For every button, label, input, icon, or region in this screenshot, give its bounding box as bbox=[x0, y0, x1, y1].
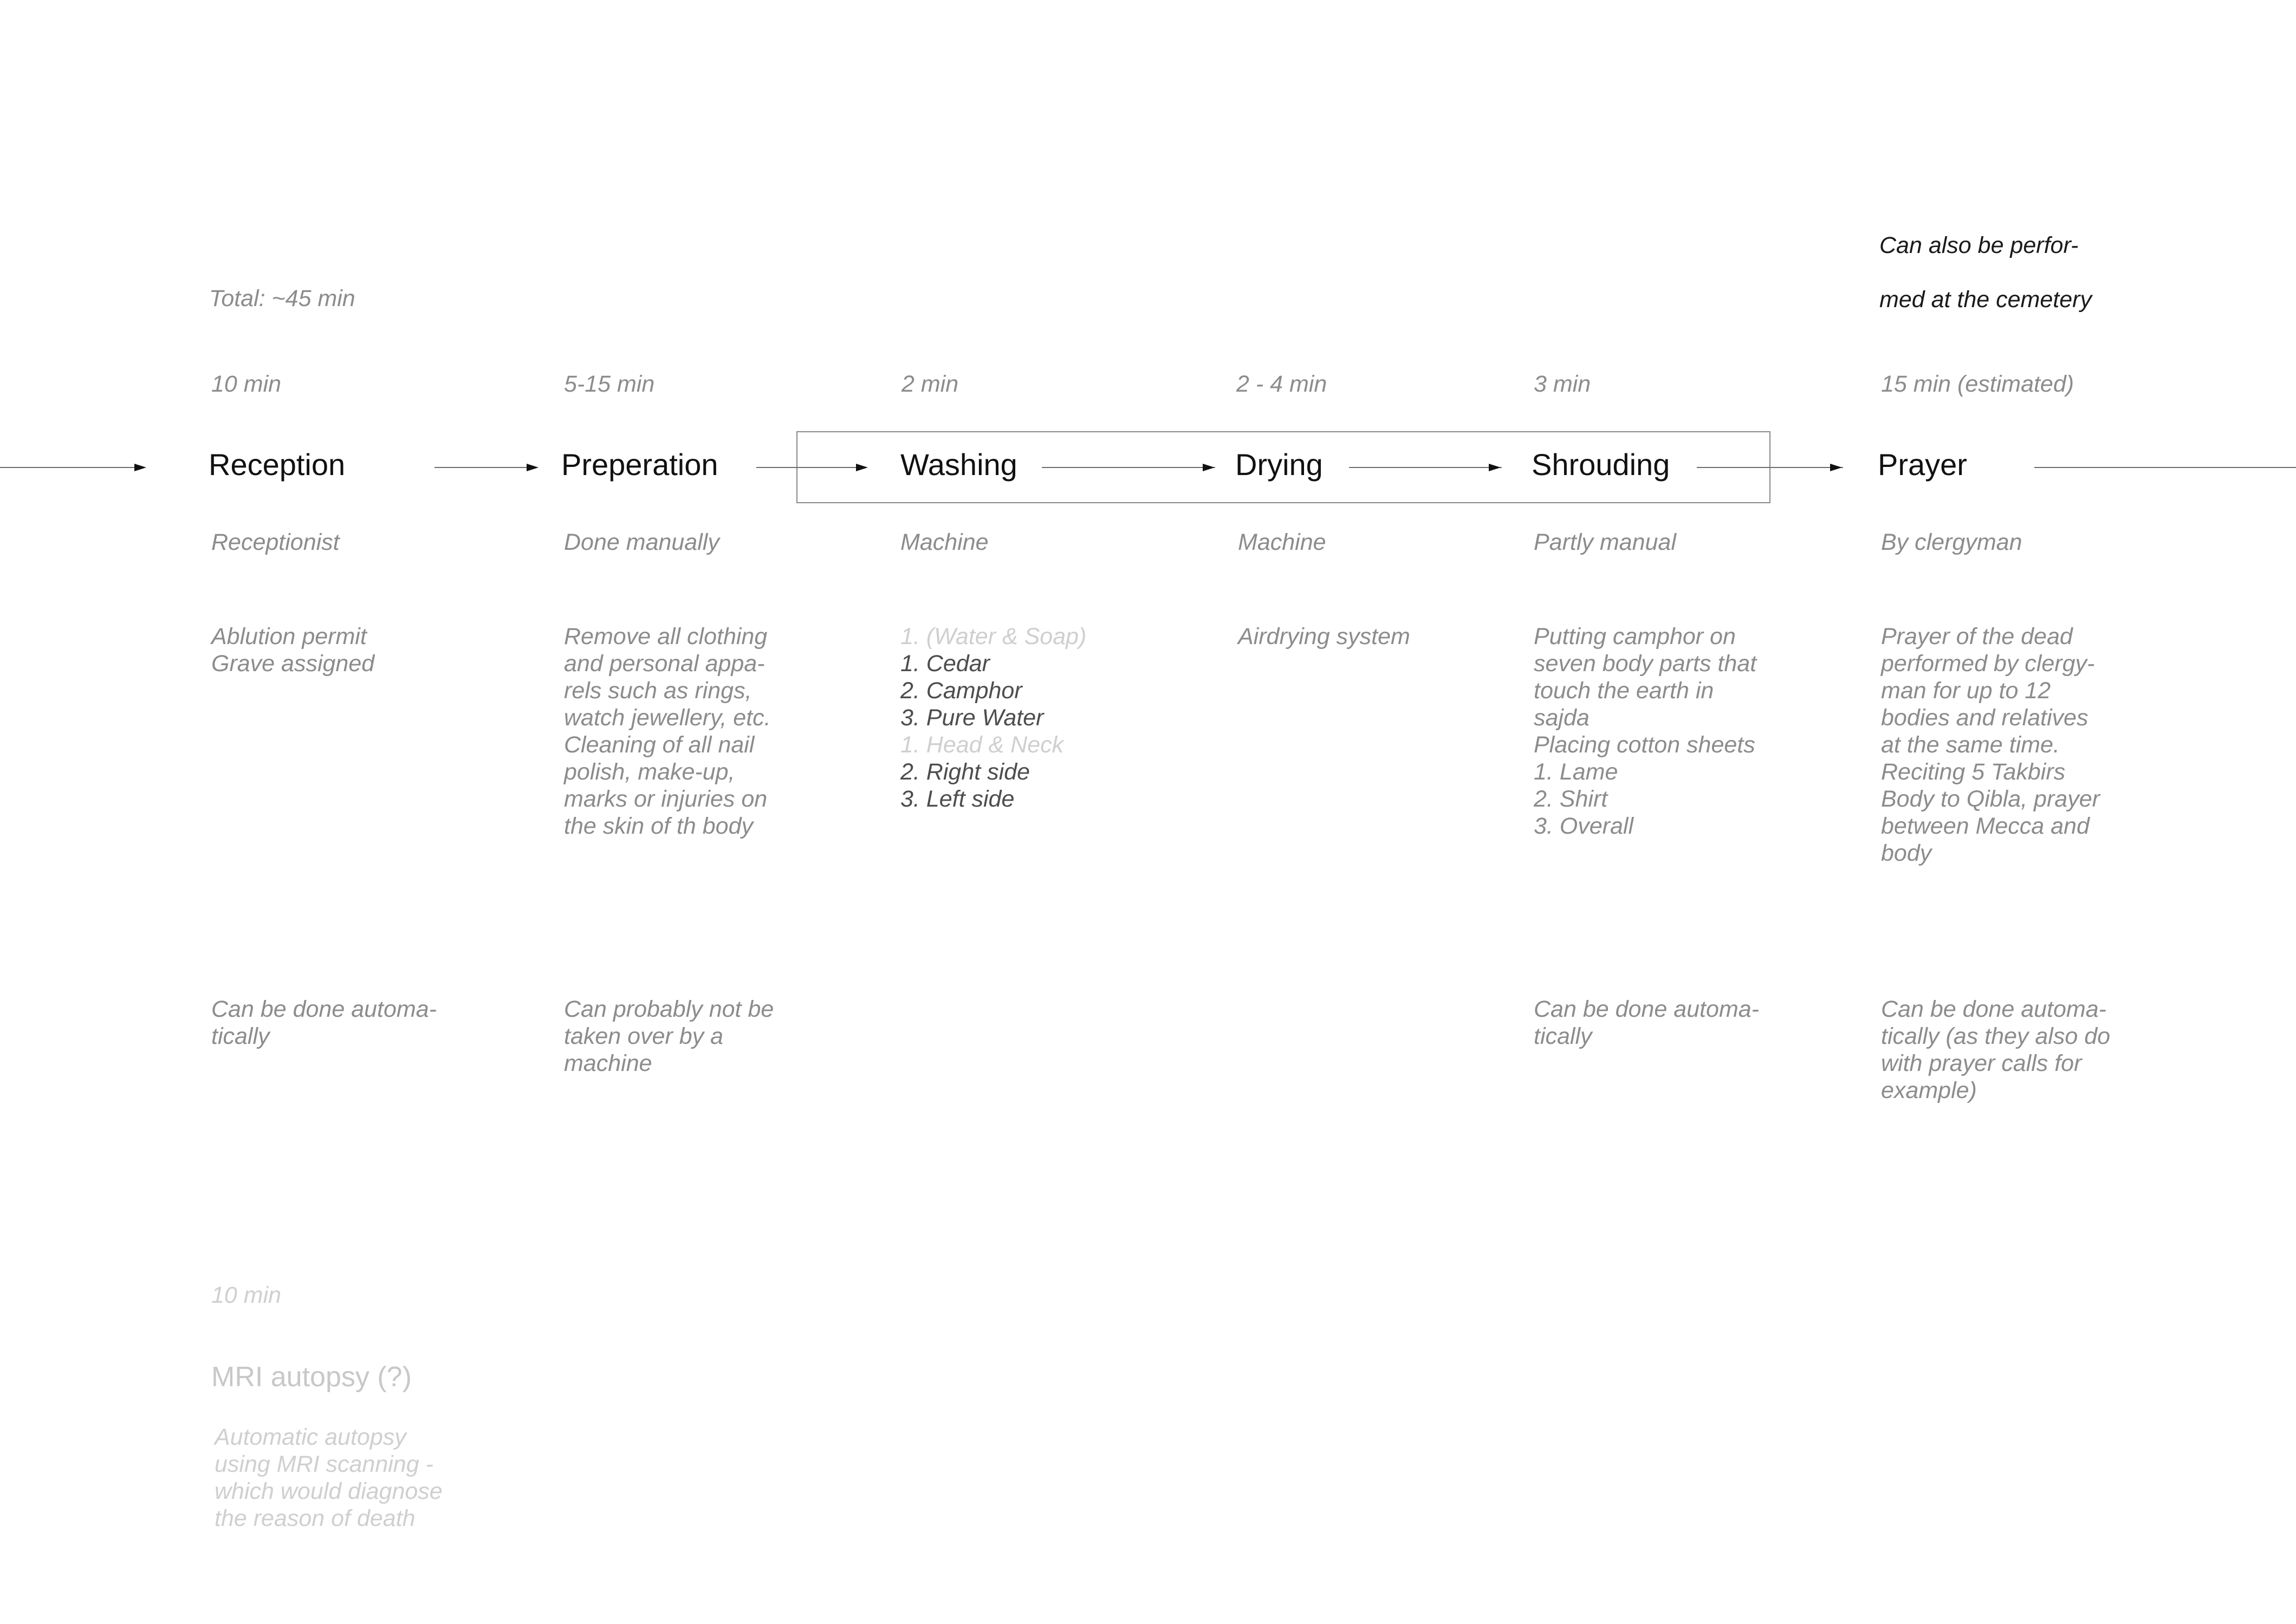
total-duration: Total: ~45 min bbox=[209, 285, 355, 311]
detail-line: touch the earth in bbox=[1534, 678, 1714, 704]
flow-arrow-1-head bbox=[527, 464, 539, 471]
prayer-location-note-line2: med at the cemetery bbox=[1879, 287, 2092, 313]
optional-step-description: Automatic autopsy using MRI scanning - which would diagnose the reason of death bbox=[215, 1424, 443, 1531]
details-drying bbox=[1238, 623, 1410, 650]
automation-shrouding: Can be done automa- tically bbox=[1534, 996, 1759, 1049]
agent-washing: Machine bbox=[900, 529, 989, 555]
detail-line: Prayer of the dead bbox=[1881, 623, 2073, 649]
detail-line: Airdrying system bbox=[1238, 623, 1410, 649]
duration-preperation: 5-15 min bbox=[564, 371, 655, 397]
agent-shrouding: Partly manual bbox=[1534, 529, 1676, 555]
flow-arrow-out-line bbox=[2034, 467, 2296, 468]
flow-arrow-5-head bbox=[1830, 464, 1842, 471]
flow-arrow-5-line bbox=[1697, 467, 1843, 468]
flow-arrow-2-head bbox=[856, 464, 868, 471]
detail-line: at the same time. bbox=[1881, 732, 2060, 758]
details-prayer bbox=[1881, 623, 2100, 867]
detail-line: 1. Head & Neck bbox=[900, 732, 1064, 758]
detail-line: 3. Overall bbox=[1534, 813, 1634, 839]
prayer-location-note bbox=[1879, 205, 2092, 313]
detail-line: watch jewellery, etc. bbox=[564, 705, 771, 731]
flow-arrow-4-line bbox=[1349, 467, 1502, 468]
detail-line: 1. Cedar bbox=[900, 651, 990, 677]
detail-line: Ablution permit bbox=[211, 623, 367, 649]
duration-washing: 2 min bbox=[901, 371, 959, 397]
automation-reception: Can be done automa- tically bbox=[211, 996, 437, 1049]
detail-line: Remove all clothing bbox=[564, 623, 768, 649]
detail-line: rels such as rings, bbox=[564, 678, 752, 704]
detail-line: bodies and relatives bbox=[1881, 705, 2089, 731]
details-preperation bbox=[564, 623, 771, 840]
detail-line: 1. (Water & Soap) bbox=[900, 623, 1087, 649]
detail-line: Placing cotton sheets bbox=[1534, 732, 1755, 758]
step-drying: Drying bbox=[1235, 447, 1323, 482]
details-reception bbox=[211, 623, 374, 677]
flow-arrow-in-head bbox=[134, 464, 146, 471]
automation-preperation: Can probably not be taken over by a machine bbox=[564, 996, 774, 1076]
step-preperation: Preperation bbox=[561, 447, 718, 482]
detail-line: 1. Lame bbox=[1534, 759, 1618, 785]
detail-line: Grave assigned bbox=[211, 651, 375, 677]
detail-line: Reciting 5 Takbirs bbox=[1881, 759, 2066, 785]
detail-line: man for up to 12 bbox=[1881, 678, 2051, 704]
duration-drying: 2 - 4 min bbox=[1236, 371, 1327, 397]
detail-line: 3. Left side bbox=[900, 786, 1015, 812]
flow-arrow-1-line bbox=[434, 467, 528, 468]
step-prayer: Prayer bbox=[1878, 447, 1967, 482]
detail-line: performed by clergy- bbox=[1881, 651, 2095, 677]
agent-drying: Machine bbox=[1238, 529, 1326, 555]
duration-prayer: 15 min (estimated) bbox=[1881, 371, 2074, 397]
flow-arrow-in-line bbox=[0, 467, 135, 468]
detail-line: Body to Qibla, prayer bbox=[1881, 786, 2100, 812]
detail-line: Putting camphor on bbox=[1534, 623, 1736, 649]
automation-prayer: Can be done automa- tically (as they also do with prayer calls for example) bbox=[1881, 996, 2111, 1103]
prayer-location-note-line1: Can also be perfor- bbox=[1879, 232, 2079, 258]
details-shrouding bbox=[1534, 623, 1756, 840]
detail-line: polish, make-up, bbox=[564, 759, 735, 785]
flow-arrow-4-head bbox=[1489, 464, 1501, 471]
flow-arrow-2-line bbox=[756, 467, 857, 468]
detail-line: the skin of th body bbox=[564, 813, 753, 839]
agent-prayer: By clergyman bbox=[1881, 529, 2022, 555]
optional-step-duration: 10 min bbox=[211, 1282, 282, 1308]
detail-line: 3. Pure Water bbox=[900, 705, 1044, 731]
detail-line: 2. Right side bbox=[900, 759, 1030, 785]
detail-line: Cleaning of all nail bbox=[564, 732, 755, 758]
detail-line: and personal appa- bbox=[564, 651, 765, 677]
detail-line: body bbox=[1881, 840, 1932, 866]
step-washing: Washing bbox=[900, 447, 1017, 482]
flow-arrow-3-line bbox=[1042, 467, 1215, 468]
detail-line: 2. Shirt bbox=[1534, 786, 1608, 812]
detail-line: between Mecca and bbox=[1881, 813, 2090, 839]
optional-step-name: MRI autopsy (?) bbox=[211, 1361, 412, 1393]
detail-line: sajda bbox=[1534, 705, 1590, 731]
detail-line: seven body parts that bbox=[1534, 651, 1757, 677]
duration-shrouding: 3 min bbox=[1534, 371, 1591, 397]
step-reception: Reception bbox=[209, 447, 346, 482]
duration-reception: 10 min bbox=[211, 371, 282, 397]
detail-line: 2. Camphor bbox=[900, 678, 1022, 704]
details-washing bbox=[900, 623, 1086, 813]
agent-reception: Receptionist bbox=[211, 529, 340, 555]
detail-line: marks or injuries on bbox=[564, 786, 768, 812]
flow-arrow-3-head bbox=[1203, 464, 1215, 471]
step-shrouding: Shrouding bbox=[1532, 447, 1670, 482]
agent-preperation: Done manually bbox=[564, 529, 719, 555]
